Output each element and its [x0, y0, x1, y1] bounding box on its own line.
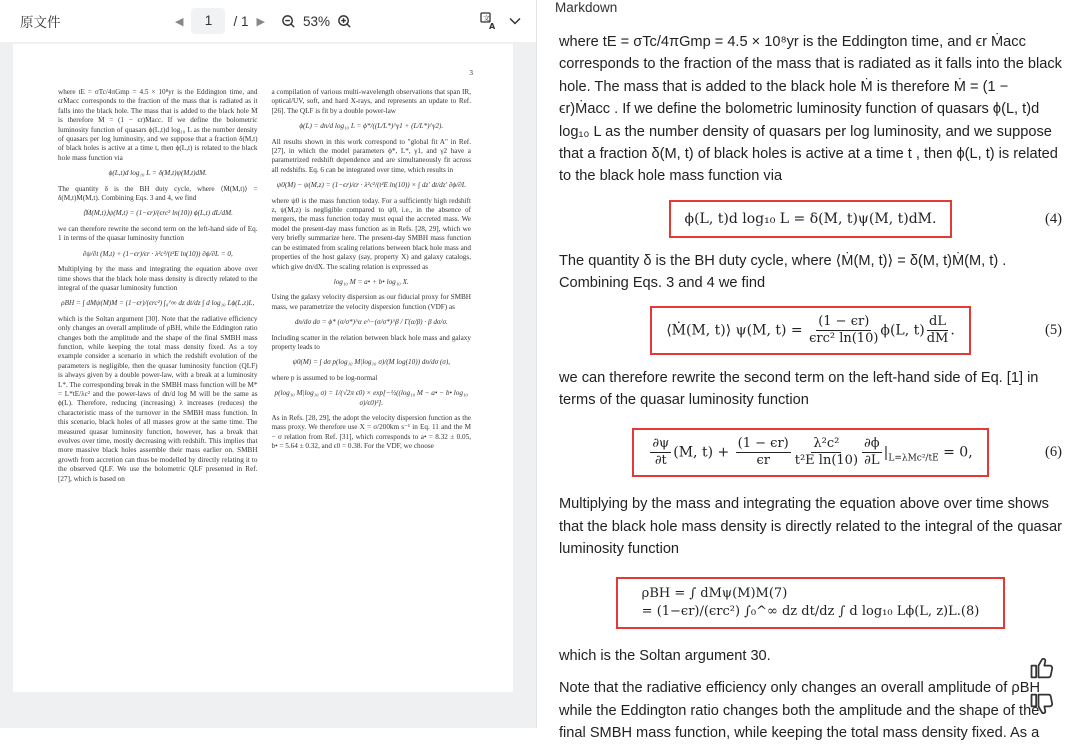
equation-7-8: [559, 571, 1062, 635]
md-paragraph: Multiplying by the mass and integrating the equation above over time shows that the black hole mass density is directly related to the integral of the quasar luminosity function: [559, 496, 1062, 558]
markdown-title: Markdown: [555, 0, 618, 15]
pdf-column-right: [272, 88, 472, 488]
equation-number: (6): [1044, 444, 1062, 461]
pdf-page: [13, 44, 513, 692]
pdf-equation: ϕ(L,t)d log₁₀ L = δ(M,t)ψ(M,t)dM.: [108, 169, 207, 178]
equation-number: (4): [1044, 210, 1062, 227]
pdf-column-left: [58, 88, 258, 488]
pdf-paragraph: where p is assumed to be log-normal: [271, 373, 378, 382]
pager: [175, 8, 265, 34]
equation-line: ρBH = ∫ dMψ(M)M(7): [641, 585, 788, 601]
equation-6: [559, 421, 1062, 483]
md-paragraph: where tE = σTc/4πGmp = 4.5 × 10⁸yr is the Eddington time, and ϵr Ṁacc corresponds to the fraction of the mass that is radiated as it falls into the black hole. The mass that is added to the black hole Ṁ is therefore Ṁ = (1 − ϵr)Ṁacc . If we define the bolometric luminosity function of quasars ϕ(L, t)d log₁₀ L as the number density of quasars per log luminosity, and we suppose that a fraction δ(M, t) of black holes is active at a time t , then ϕ(L, t) is related to the black hole mass function via: [559, 34, 1062, 185]
equation-number: (5): [1044, 322, 1062, 339]
pdf-paragraph: All results shown in this work correspond to "global fit A" in Ref. [27], in which the model parameters ϕ*, L*, γ1, and γ2 have a parametrized redshift dependence and are simultaneously fit across all redshifts. Eq. 6 can be integrated over time, which results in: [271, 137, 471, 174]
pdf-equation: dn/dσ dσ = ϕ* (σ/σ*)^α e^−(σ/σ*)^β / Γ(α/β) · β dσ/σ.: [294, 318, 448, 327]
thumbs-down-icon[interactable]: [1028, 690, 1056, 718]
source-toolbar: [0, 0, 536, 42]
equation-box: [616, 577, 1006, 629]
pdf-paragraph: we can therefore rewrite the second term on the left-hand side of Eq. 1 in terms of the quasar luminosity function: [58, 224, 258, 243]
translate-icon[interactable]: [480, 12, 498, 30]
pdf-equation: p(log₁₀ M|log₁₀ σ) = 1/(√2π ϵ0) × exp[−½((log₁₀ M − a• − b• log₁₀ σ)/ϵ0)²].: [274, 389, 468, 407]
pdf-paragraph: a compilation of various multi-wavelength observations that span IR, optical/UV, soft, and hard X-rays, and represents an update to Ref. [26]. The QLF is fit by a double power-law: [271, 88, 471, 115]
pdf-equation: ϕ(L) = dn/d log₁₀ L = ϕ*/((L/L*)^γ1 + (L/L*)^γ2).: [299, 122, 444, 131]
pdf-equation: ⟨Ṁ(M,t)⟩ψ(M,t) = (1−ϵr)/(ϵrc² ln(10)) ϕ(L,t) dL/dM.: [82, 209, 233, 218]
pdf-paragraph: which is the Soltan argument [30]. Note that the radiative efficiency only changes an overall amplitude of ρBH, while the Eddington ratio changes both the amplitude and the shape of the final SMBH mass function, while keeping the total mass density fixed. As a toy example consider a scenario in which the redshift evolution of the parameters is negligible, then the quasar luminosity function (QLF) is always given by a double power-law, with a break at a luminosity L*. The corresponding break in the SMBH mass function will be M* = L*tE/λc² and the power-laws of dn/d log M will be the same as ϕ(L). Therefore, reducing (increasing) λ increases (reduces) the characteristic mass of the turnover in the SMBH mass function. In this scenario, black holes of all masses grow at the same time. The measured quasar luminosity function, however, has a break that evolves over time, mostly decreasing with redshift. This implies that more massive black holes assemble their mass earlier on. SMBH growth from accretion can thus be modelled by directly relating it to the observed QLF. We use the bolometric QLF presented in Ref. [27], which is based on: [58, 314, 258, 483]
source-pane: [0, 0, 537, 728]
source-title: 原文件: [20, 15, 61, 30]
svg-text:A: A: [489, 22, 496, 31]
md-paragraph: Note that the radiative efficiency only changes an overall amplitude of ρBH while the Eddington ratio changes both the amplitude and the shape of the final SMBH mass function, while keeping the total mass density fixed. As a: [559, 680, 1040, 741]
feedback-buttons: [1028, 654, 1056, 718]
zoom-in-icon[interactable]: [337, 14, 352, 29]
translate-control[interactable]: [480, 12, 522, 30]
pdf-equation: ρBH = ∫ dMψ(M)M = (1−ϵr)/(ϵrc²) ∫₀^∞ dz dt/dz ∫ d log₁₀ Lϕ(L,z)L,: [61, 299, 255, 308]
zoom-level: 53%: [302, 13, 330, 29]
chevron-down-icon[interactable]: [508, 14, 522, 28]
pdf-paragraph: As in Refs. [28, 29], the adopt the velocity dispersion function as the mass proxy. We therefore use X = σ/200km s⁻¹ in Eq. 11 and the M − σ relation from Ref. [31], which corresponds to a• = 8.32 ± 0.05, b• = 5.64 ± 0.32, and ϵ0 = 0.38. For the VDF, we choose: [271, 413, 471, 451]
equation-4: [559, 198, 1062, 240]
pdf-paragraph: Multiplying by the mass and integrating the equation above over time shows that the black hole mass density is directly related to the integral of the quasar luminosity function: [58, 265, 258, 292]
pdf-equation: log₁₀ M = a• + b• log₁₀ X.: [333, 277, 409, 286]
markdown-content[interactable]: [537, 15, 1080, 754]
equation-box: $\frac{\partial\psi}{\partial t}$ (M, t) + $\frac{(1 - \epsilon r)}{\epsilon r}$ $\frac{\text{λ²c²}}{\text{t²E ln(10)}}$ $\frac{\partial\phi}{\partial L}$ $|_{L=\lambda Mc^2/tE} = 0$,: [632, 428, 988, 478]
pdf-page-number: 3: [469, 68, 473, 77]
pdf-paragraph: where tE = σTc/4πGmp = 4.5 × 10⁸yr is the Eddington time, and ϵrṀacc corresponds to the fraction of the mass that is radiated as it falls into the black hole. The mass that is added to the black hole Ṁ is therefore Ṁ = (1 − ϵr)Ṁacc. If we define the bolometric luminosity function of quasars ϕ(L,t)d log₁₀ L as the number density of quasars per log luminosity, and we suppose that a fraction δ(M,t) of black holes is active at a time t, then ϕ(L,t) is related to the black hole mass function via: [58, 88, 258, 162]
equation-5: [559, 305, 1062, 357]
pdf-equation: ∂ψ/∂t (M,t) + (1−ϵr)/ϵr · λ²c²/(t²E ln(10)) ∂ϕ/∂L = 0,: [82, 249, 233, 258]
pdf-paragraph: Using the galaxy velocity dispersion as our fiducial proxy for SMBH mass, we parametrize the velocity dispersion function (VDF) as: [271, 293, 471, 311]
pdf-paragraph: Including scatter in the relation between black hole mass and galaxy property leads to: [271, 333, 471, 351]
thumbs-up-icon[interactable]: [1028, 654, 1056, 682]
page-number-input[interactable]: 1: [191, 8, 225, 34]
prev-page-icon[interactable]: ◀: [175, 15, 184, 28]
next-page-icon[interactable]: ▶: [256, 15, 265, 28]
pdf-viewer[interactable]: [0, 42, 536, 728]
pdf-paragraph: where ψ0 is the mass function today. For a sufficiently high redshift z, ψ(M,z) is negligible compared to ψ0, i.e., in the absence of mergers, the mass function today must equal the accreted mass. We model the present-day mass function as in Refs. [28, 29], which we very briefly summarize here. The present-day SMBH mass function can be estimated from scaling relations between black hole mass and properties of the host galaxy (say, property X) and galaxy catalogs, which give dn/dX. The scaling relation is expressed as: [271, 196, 471, 271]
svg-text:文: 文: [483, 14, 490, 23]
pdf-equation: ψ0(M) − ψ(M,z) = (1−ϵr)/ϵr · λ²c²/(t²E ln(10)) × ∫ dz' dt/dz' ∂ϕ/∂L: [276, 181, 466, 190]
zoom-control: [281, 14, 352, 29]
pdf-paragraph: The quantity δ is the BH duty cycle, where ⟨Ṁ(M,t)⟩ = δ(M,t)Ṁ(M,t). Combining Eqs. 3 and 4, we find: [58, 184, 258, 203]
md-paragraph: which is the Soltan argument 30.: [559, 647, 771, 664]
equation-line: = (1−ϵr)/(ϵrc²) ∫₀^∞ dz dt/dz ∫ d log₁₀ Lϕ(L, z)L.(8): [641, 603, 980, 619]
md-paragraph: The quantity δ is the BH duty cycle, where ⟨Ṁ(M, t)⟩ = δ(M, t)Ṁ(M, t) . Combining Eqs. 3 and 4 we find: [559, 252, 1007, 292]
markdown-pane: [537, 0, 1080, 741]
md-paragraph: we can therefore rewrite the second term on the left-hand side of Eq. [1] in terms of the quasar luminosity function: [559, 369, 1039, 409]
zoom-out-icon[interactable]: [281, 14, 296, 29]
equation-box: ϕ(L, t)d log₁₀ L = δ(M, t)ψ(M, t)dM.: [669, 200, 953, 238]
equation-box: ⟨Ṁ(M, t)⟩ ψ(M, t) = $\frac{(1 - \epsilon r)}{\text{ϵrc² ln(10)}}$ ϕ(L, t) $\frac{dL}{dM}$ .: [650, 306, 971, 355]
pdf-equation: ψ0(M) = ∫ dσ p(log₁₀ M|log₁₀ σ)/(M log(10)) dn/dσ (σ),: [292, 358, 451, 367]
page-total: / 1: [233, 13, 249, 29]
